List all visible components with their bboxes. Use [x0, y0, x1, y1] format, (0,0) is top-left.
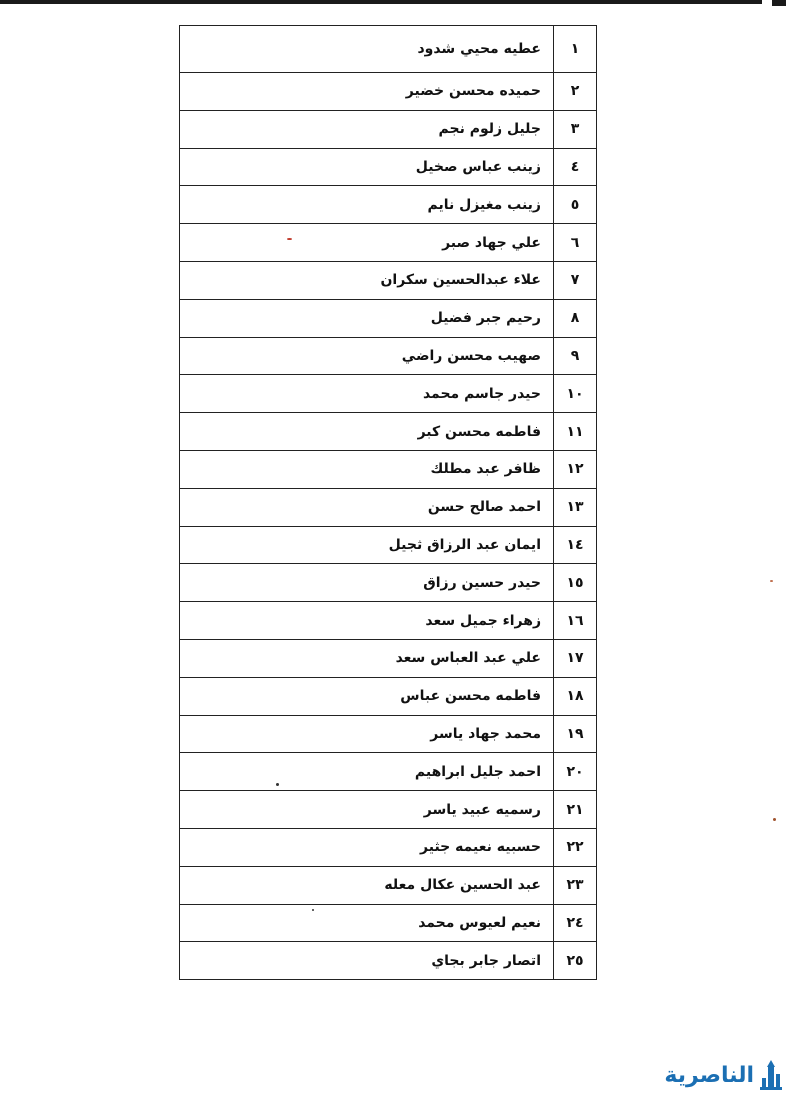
- person-name-cell: عطيه محيي شدود: [180, 26, 554, 73]
- table-row: [180, 753, 597, 791]
- row-number-cell: ٢٠: [554, 753, 597, 791]
- names-table-body: [180, 26, 597, 980]
- names-table: [179, 25, 597, 980]
- person-name-cell: عبد الحسين عكال معله: [180, 866, 554, 904]
- row-number-cell: ١٩: [554, 715, 597, 753]
- table-row: [180, 715, 597, 753]
- row-number-cell: ٢: [554, 73, 597, 111]
- scan-speck: [770, 580, 773, 582]
- table-row: [180, 942, 597, 980]
- row-number-cell: ١٧: [554, 639, 597, 677]
- row-number-cell: ١٤: [554, 526, 597, 564]
- row-number-cell: ٨: [554, 299, 597, 337]
- row-number-cell: ٦: [554, 224, 597, 262]
- table-row: [180, 337, 597, 375]
- person-name-cell: حسبيه نعيمه جثير: [180, 828, 554, 866]
- person-name-cell: رحيم جبر فضيل: [180, 299, 554, 337]
- person-name-cell: علي عبد العباس سعد: [180, 639, 554, 677]
- person-name-cell: فاطمه محسن كبر: [180, 413, 554, 451]
- row-number-cell: ٢٢: [554, 828, 597, 866]
- row-number-cell: ٢١: [554, 791, 597, 829]
- row-number-cell: ٧: [554, 261, 597, 299]
- person-name-cell: فاطمه محسن عباس: [180, 677, 554, 715]
- person-name-cell: حيدر حسين رزاق: [180, 564, 554, 602]
- table-row: [180, 224, 597, 262]
- person-name-cell: احمد صالح حسن: [180, 488, 554, 526]
- row-number-cell: ١٢: [554, 450, 597, 488]
- table-row: [180, 148, 597, 186]
- corner-mark: [772, 0, 786, 6]
- person-name-cell: علي جهاد صبر: [180, 224, 554, 262]
- top-border-line: [0, 0, 762, 4]
- table-row: [180, 299, 597, 337]
- table-row: [180, 677, 597, 715]
- table-row: [180, 110, 597, 148]
- table-row: [180, 639, 597, 677]
- row-number-cell: ١٥: [554, 564, 597, 602]
- row-number-cell: ٤: [554, 148, 597, 186]
- person-name-cell: ظافر عبد مطلك: [180, 450, 554, 488]
- row-number-cell: ٥: [554, 186, 597, 224]
- table-row: [180, 791, 597, 829]
- table-row: [180, 413, 597, 451]
- table-row: [180, 526, 597, 564]
- row-number-cell: ١١: [554, 413, 597, 451]
- table-row: [180, 186, 597, 224]
- site-watermark: [664, 1060, 784, 1090]
- person-name-cell: نعيم لعيوس محمد: [180, 904, 554, 942]
- row-number-cell: ١٦: [554, 602, 597, 640]
- row-number-cell: ١: [554, 26, 597, 73]
- row-number-cell: ٣: [554, 110, 597, 148]
- table-row: [180, 488, 597, 526]
- person-name-cell: حيدر جاسم محمد: [180, 375, 554, 413]
- person-name-cell: ايمان عبد الرزاق ثجيل: [180, 526, 554, 564]
- table-row: [180, 564, 597, 602]
- person-name-cell: حميده محسن خضير: [180, 73, 554, 111]
- person-name-cell: زينب مغيزل نايم: [180, 186, 554, 224]
- table-row: [180, 73, 597, 111]
- person-name-cell: احمد جليل ابراهيم: [180, 753, 554, 791]
- watermark-text: الناصرية: [664, 1062, 754, 1088]
- person-name-cell: اتصار جابر بجاي: [180, 942, 554, 980]
- person-name-cell: علاء عبدالحسين سكران: [180, 261, 554, 299]
- person-name-cell: زينب عباس صخيل: [180, 148, 554, 186]
- table-row: [180, 450, 597, 488]
- row-number-cell: ١٠: [554, 375, 597, 413]
- row-number-cell: ١٨: [554, 677, 597, 715]
- row-number-cell: ٢٤: [554, 904, 597, 942]
- table-row: [180, 602, 597, 640]
- minaret-logo-icon: [758, 1060, 784, 1090]
- person-name-cell: جليل زلوم نجم: [180, 110, 554, 148]
- table-row: [180, 26, 597, 73]
- row-number-cell: ٢٥: [554, 942, 597, 980]
- row-number-cell: ٢٣: [554, 866, 597, 904]
- table-row: [180, 375, 597, 413]
- row-number-cell: ٩: [554, 337, 597, 375]
- scan-speck: [773, 818, 776, 821]
- person-name-cell: رسميه عبيد ياسر: [180, 791, 554, 829]
- person-name-cell: زهراء جميل سعد: [180, 602, 554, 640]
- person-name-cell: صهيب محسن راضي: [180, 337, 554, 375]
- table-row: [180, 261, 597, 299]
- row-number-cell: ١٣: [554, 488, 597, 526]
- table-row: [180, 828, 597, 866]
- table-row: [180, 904, 597, 942]
- person-name-cell: محمد جهاد ياسر: [180, 715, 554, 753]
- table-row: [180, 866, 597, 904]
